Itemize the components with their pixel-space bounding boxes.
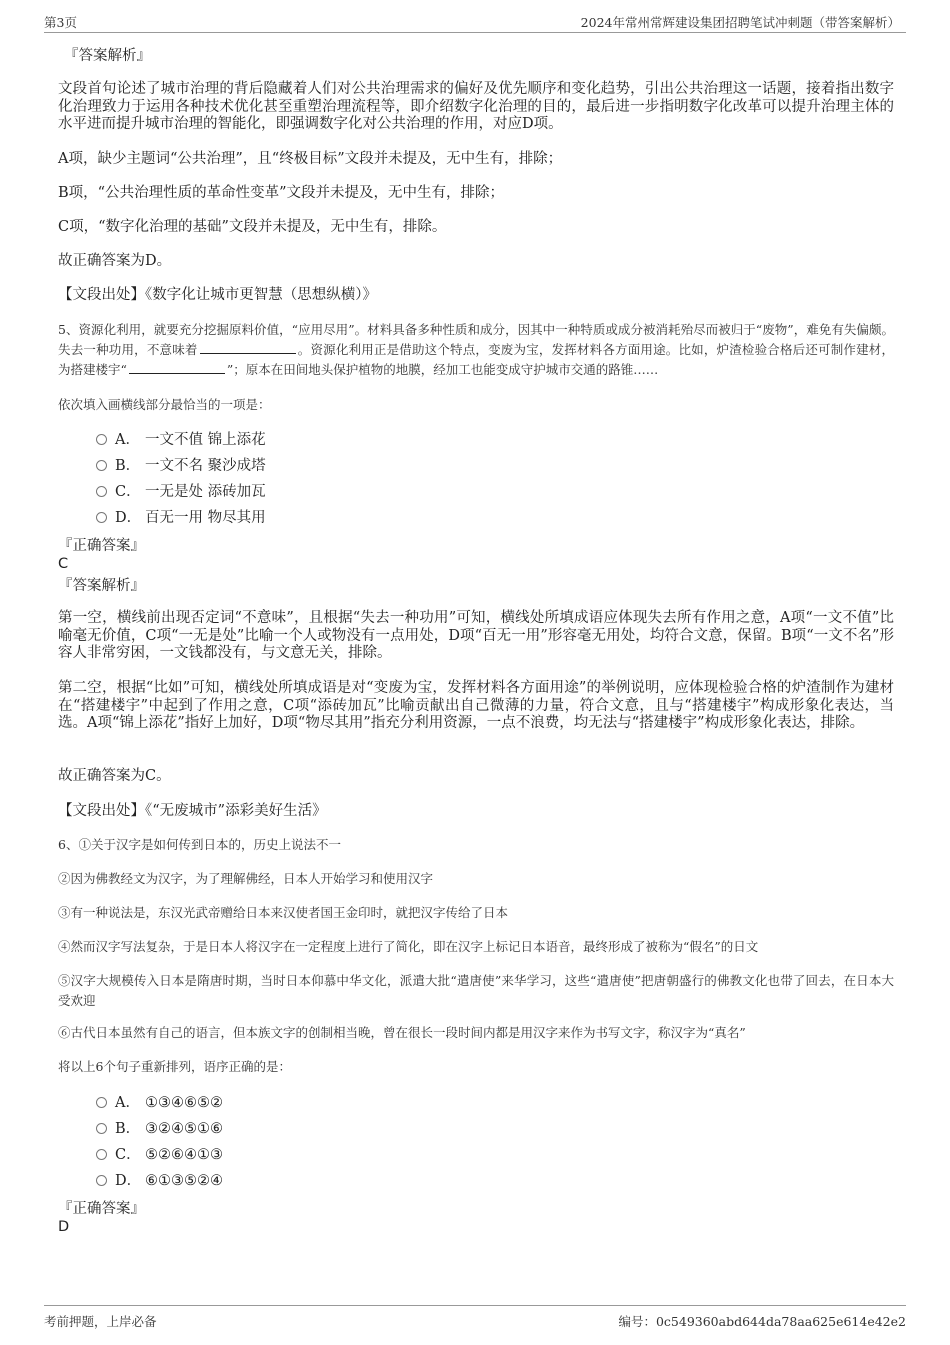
analysis-conclusion: 故正确答案为D。 [58,253,172,269]
radio-icon[interactable] [96,512,107,523]
q5-option-c[interactable]: C． 一无是处 添砖加瓦 [96,482,266,502]
blank-1 [200,341,296,354]
analysis-option-a: A项，缺少主题词“公共治理”，且“终极目标”文段并未提及，无中生有，排除； [58,151,563,167]
page-number: 第3页 [44,15,77,30]
q6-option-a[interactable]: A． ①③④⑥⑤② [96,1093,223,1113]
question-6-prompt: 将以上6个句子重新排列，语序正确的是： [58,1059,291,1074]
passage-source: 【文段出处】《数字化让城市更智慧（思想纵横）》 [58,287,377,303]
analysis-paragraph-2: 第二空，根据“比如”可知，横线处所填成语是对“变废为宝，发挥材料各方面用途”的举例说明，应体现检验合格的炉渣制作为建材在“搭建楼宇”中起到了作用之意，C项“添砖加瓦”比喻贡献出自己微薄的力量，符合文意，且与“搭建楼宇”构成形象化表达，当选。A项“锦上添花”指好上加好，D项“物尽其用”指充分利用资源，一点不浪费，均无法与“搭建楼宇”构成形象化表达，排除。 [58,680,894,731]
correct-answer-label: 『正确答案』 [58,538,145,554]
question-5-prompt: 依次填入画横线部分最恰当的一项是： [58,397,271,412]
radio-icon[interactable] [96,1123,107,1134]
analysis-option-b: B项，“公共治理性质的革命性变革”文段并未提及，无中生有，排除； [58,185,504,201]
q5-option-d[interactable]: D． 百无一用 物尽其用 [96,508,266,528]
question-6-sentence-3: ③有一种说法是，东汉光武帝赠给日本来汉使者国王金印时，就把汉字传给了日本 [58,905,509,920]
analysis-label: 『答案解析』 [64,48,151,64]
page-header [44,10,906,33]
analysis-paragraph: 文段首句论述了城市治理的背后隐藏着人们对公共治理需求的偏好及优先顺序和变化趋势，引出公共治理这一话题，接着指出数字化治理致力于运用各种技术优化甚至重塑治理流程等，即介绍数字化治理的目的，最后进一步指明数字化改革可以提升治理主体的水平进而提升城市治理的智能化，即强调数字化对公共治理的作用，对应D项。 [58,81,894,132]
analysis-conclusion: 故正确答案为C。 [58,768,171,784]
q6-option-b[interactable]: B． ③②④⑤①⑥ [96,1119,223,1139]
question-6-sentence-6: ⑥古代日本虽然有自己的语言，但本族文字的创制相当晚，曾在很长一段时间内都是用汉字来作为书写文字，称汉字为“真名” [58,1025,746,1040]
radio-icon[interactable] [96,486,107,497]
document-title: 2024年常州常辉建设集团招聘笔试冲刺题（带答案解析） [580,15,900,30]
document-serial: 编号：0c549360abd644da78aa625e614e42e2 [618,1314,906,1329]
radio-icon[interactable] [96,1175,107,1186]
radio-icon[interactable] [96,434,107,445]
correct-answer-label: 『正确答案』 [58,1201,145,1217]
q6-option-c[interactable]: C． ⑤②⑥④①③ [96,1145,223,1165]
blank-2 [129,361,225,374]
question-6-sentence-1: 6、①关于汉字是如何传到日本的，历史上说法不一 [58,837,341,852]
question-5-stem: 5、资源化利用，就要充分挖掘原料价值，“应用尽用”。材料具备多种性质和成分，因其中一种特质或成分被消耗殆尽而被归于“废物”，难免有失偏颇。失去一种功用，不意味着 。资源化利用正是借助这个特点，变废为宝，发挥材料各方面用途。比如，炉渣检验合格后还可制作建材，为搭建楼宇“ ”；原本在田间地头保护植物的地膜，经加工也能变成守护城市交通的路锥…… [58,322,894,377]
q5-option-b[interactable]: B． 一文不名 聚沙成塔 [96,456,266,476]
analysis-paragraph-1: 第一空，横线前出现否定词“不意味”，且根据“失去一种功用”可知，横线处所填成语应体现失去所有作用之意，A项“一文不值”比喻毫无价值，C项“一无是处”比喻一个人或物没有一点用处，D项“百无一用”形容毫无用处，均符合文意，保留。B项“一文不名”形容人非常穷困，一文钱都没有，与文意无关，排除。 [58,610,894,661]
footer-slogan: 考前押题，上岸必备 [44,1314,157,1329]
analysis-label: 『答案解析』 [58,578,145,594]
radio-icon[interactable] [96,460,107,471]
q5-option-a[interactable]: A． 一文不值 锦上添花 [96,430,266,450]
page-footer [44,1305,906,1328]
question-6-sentence-4: ④然而汉字写法复杂，于是日本人将汉字在一定程度上进行了简化，即在汉字上标记日本语音，最终形成了被称为“假名”的日文 [58,939,759,954]
correct-answer: D [58,1219,70,1235]
correct-answer: C [58,556,69,572]
radio-icon[interactable] [96,1097,107,1108]
analysis-option-c: C项，“数字化治理的基础”文段并未提及，无中生有，排除。 [58,219,447,235]
question-6-sentence-5: ⑤汉字大规模传入日本是隋唐时期，当时日本仰慕中华文化，派遣大批“遣唐使”来华学习，这些“遣唐使”把唐朝盛行的佛教文化也带了回去，在日本大受欢迎 [58,973,894,1008]
radio-icon[interactable] [96,1149,107,1160]
question-6-sentence-2: ②因为佛教经文为汉字，为了理解佛经，日本人开始学习和使用汉字 [58,871,434,886]
passage-source: 【文段出处】《“无废城市”添彩美好生活》 [58,803,327,819]
q6-option-d[interactable]: D． ⑥①③⑤②④ [96,1171,223,1191]
